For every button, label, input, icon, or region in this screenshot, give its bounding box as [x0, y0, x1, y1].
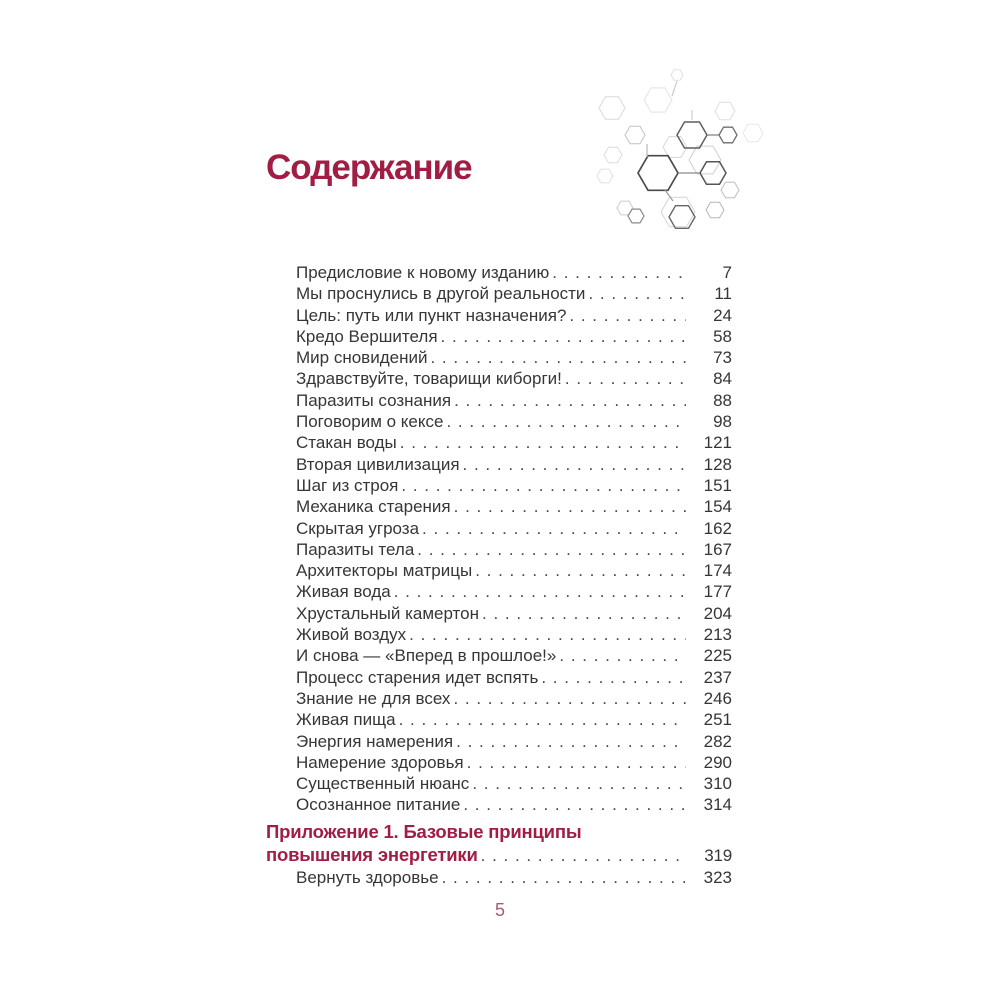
toc-entry-page: 98: [713, 412, 732, 432]
toc-entry-label: Мир сновидений: [296, 348, 428, 368]
toc-dot-leader: [475, 560, 686, 581]
toc-dot-leader: [399, 709, 686, 730]
toc-dot-leader: [588, 283, 686, 304]
toc-entry: [296, 624, 732, 645]
toc-entry: [296, 368, 732, 389]
toc-dot-leader: [569, 305, 686, 326]
toc-entry: [296, 731, 732, 752]
toc-entry-page: 310: [703, 774, 732, 794]
toc-entry: [296, 305, 732, 326]
toc-entry: [296, 603, 732, 624]
toc-entry-page: 7: [722, 263, 732, 282]
toc-entry-label: Скрытая угроза: [296, 518, 420, 538]
toc-entry-label: Живой воздух: [296, 625, 407, 645]
toc-entry-label: Цель: путь или пункт назначения?: [296, 305, 567, 325]
toc-entry: [296, 432, 732, 453]
toc-dot-leader: [400, 432, 686, 453]
toc-entry: [296, 262, 732, 283]
toc-entry-page: 314: [703, 795, 732, 815]
toc-entry-label: Знание не для всех: [296, 688, 451, 708]
toc-entry-label: И снова — «Вперед в прошлое!»: [296, 646, 557, 666]
toc-entry: [296, 794, 732, 815]
toc-dot-leader: [472, 773, 686, 794]
toc-entry-page: 251: [703, 710, 732, 730]
toc-entry-page: 11: [714, 284, 732, 304]
toc-dot-leader: [565, 368, 686, 389]
toc-dot-leader: [409, 624, 686, 645]
toc-entry-page: 88: [713, 390, 732, 410]
toc-entry-page: 24: [713, 305, 732, 325]
toc-dot-leader: [482, 603, 686, 624]
toc-dot-leader: [454, 496, 686, 517]
toc-dot-leader: [463, 454, 686, 475]
toc-entry-page: 162: [703, 518, 732, 538]
toc-entry: [296, 454, 732, 475]
toc-dot-leader: [463, 794, 686, 815]
appendix-heading-line2: повышения энергетики: [266, 844, 478, 865]
toc-dot-leader: [446, 411, 686, 432]
toc-entry-page: 237: [703, 667, 732, 687]
toc-entry-page: 282: [703, 731, 732, 751]
toc-dot-leader: [430, 347, 686, 368]
toc-entry-page: 73: [713, 348, 732, 368]
toc-list: [296, 262, 732, 816]
toc-dot-leader: [442, 866, 686, 889]
toc-dot-leader: [401, 475, 686, 496]
toc-entry-page: 204: [703, 603, 732, 623]
toc-dot-leader: [481, 844, 686, 867]
toc-dot-leader: [552, 262, 686, 283]
toc-entry-page: 121: [703, 433, 732, 453]
toc-entry: [296, 560, 732, 581]
toc-entry: [296, 773, 732, 794]
toc-entry-page: 154: [703, 497, 732, 517]
appendix-heading-row: [266, 843, 732, 866]
toc-entry: [296, 347, 732, 368]
toc-entry-label: Здравствуйте, товарищи киборги!: [296, 369, 562, 389]
toc-entry: [296, 752, 732, 773]
page-title: Содержание: [266, 148, 472, 187]
toc-entry-label: Шаг из строя: [296, 475, 399, 495]
toc-entry-label: Энергия намерения: [296, 731, 454, 751]
toc-dot-leader: [417, 539, 686, 560]
toc-dot-leader: [422, 518, 686, 539]
page-number: 5: [494, 900, 505, 920]
toc-dot-leader: [456, 731, 686, 752]
toc-entry-label: Механика старения: [296, 497, 451, 517]
toc-dot-leader: [559, 645, 686, 666]
toc-entry: [296, 283, 732, 304]
toc-entry: [296, 688, 732, 709]
toc-entry-page: 128: [703, 454, 732, 474]
toc-entry-label: Намерение здоровья: [296, 752, 464, 772]
toc-entry-label: Живая пища: [296, 710, 396, 730]
toc-entry: [296, 539, 732, 560]
toc-entry-label: Хрустальный камертон: [296, 603, 479, 623]
toc-entry-page: 246: [703, 688, 732, 708]
toc-entry: [296, 496, 732, 517]
toc-entry-label: Процесс старения идет вспять: [296, 667, 539, 687]
toc-entry-page: 167: [703, 539, 732, 559]
hexagon-molecule-icon: [585, 60, 785, 245]
toc-entry: [296, 475, 732, 496]
toc-entry-page: 323: [703, 868, 732, 887]
toc-entry-page: 151: [703, 475, 732, 495]
appendix-heading-line1: Приложение 1. Базовые принципы: [266, 821, 582, 842]
toc-entry: [296, 518, 732, 539]
toc-entry-label: Предисловие к новому изданию: [296, 263, 550, 282]
toc-entry: [296, 326, 732, 347]
toc-dot-leader: [454, 390, 686, 411]
toc-entry-label: Архитекторы матрицы: [296, 561, 473, 581]
toc-dot-leader: [541, 667, 686, 688]
toc-dot-leader: [467, 752, 686, 773]
toc-entry-page: 84: [713, 369, 732, 389]
toc-entry-page: 290: [703, 752, 732, 772]
appendix-section: [266, 820, 732, 889]
toc-entry: [296, 667, 732, 688]
toc-entry: [296, 411, 732, 432]
toc-entry-label: Осознанное питание: [296, 795, 461, 815]
toc-entry: [296, 645, 732, 666]
toc-entry-label: Существенный нюанс: [296, 774, 470, 794]
toc-entry-page: 213: [703, 625, 732, 645]
toc-entry: [296, 581, 732, 602]
toc-entry-label: Вернуть здоровье: [296, 868, 439, 887]
toc-entry-page: 177: [703, 582, 732, 602]
toc-entry-label: Кредо Вершителя: [296, 326, 438, 346]
toc-dot-leader: [394, 581, 686, 602]
appendix-heading-page: 319: [704, 846, 732, 865]
toc-dot-leader: [441, 326, 686, 347]
toc-entry-label: Мы проснулись в другой реальности: [296, 284, 586, 304]
toc-entry-label: Паразиты тела: [296, 539, 415, 559]
toc-entry-label: Живая вода: [296, 582, 391, 602]
toc-entry-page: 225: [703, 646, 732, 666]
toc-entry: [296, 709, 732, 730]
toc-entry-label: Стакан воды: [296, 433, 397, 453]
toc-entry-label: Паразиты сознания: [296, 390, 452, 410]
toc-entry-page: 58: [713, 326, 732, 346]
toc-entry-label: Поговорим о кексе: [296, 412, 444, 432]
toc-entry-label: Вторая цивилизация: [296, 454, 460, 474]
toc-entry-page: 174: [703, 561, 732, 581]
toc-entry: [266, 866, 732, 889]
toc-entry: [296, 390, 732, 411]
appendix-entries: [266, 866, 732, 889]
toc-dot-leader: [453, 688, 686, 709]
